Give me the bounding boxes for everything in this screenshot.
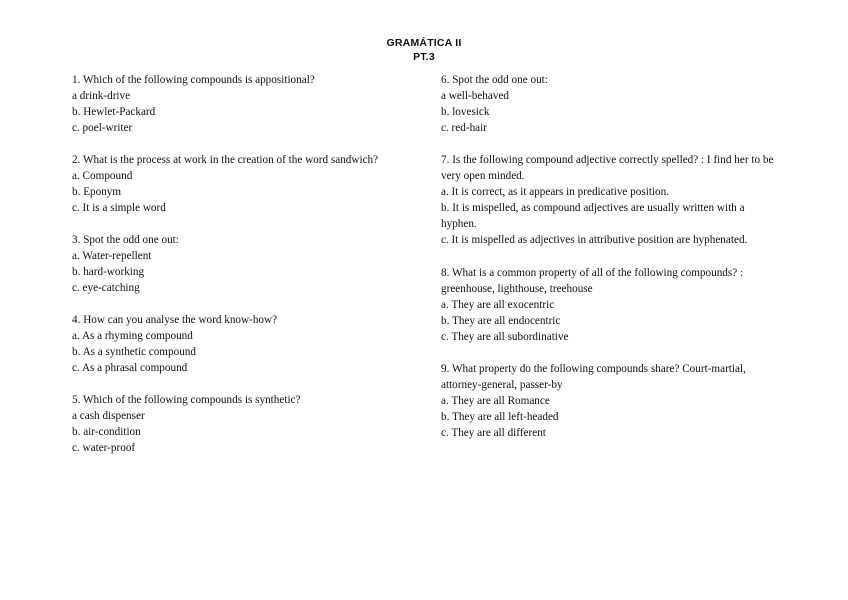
question-text: 1. Which of the following compounds is appositional? [72, 74, 315, 86]
option-c: c. eye-catching [72, 282, 140, 294]
option-c: c. water-proof [72, 442, 136, 454]
question-1 [72, 72, 424, 136]
option-c: c. poel-writer [72, 122, 133, 134]
question-3 [72, 232, 424, 296]
question-4 [72, 312, 424, 376]
question-8 [441, 265, 777, 345]
option-b: b. They are all endocentric [441, 315, 561, 327]
option-b: b. It is mispelled, as compound adjectives are usually written with a hyphen. [441, 202, 745, 230]
option-b: b. Hewlet-Packard [72, 106, 156, 118]
question-text: 2. What is the process at work in the creation of the word sandwich? [72, 154, 379, 166]
question-text: 3. Spot the odd one out: [72, 234, 179, 246]
page-title: GRAMÁTICA II [386, 37, 462, 49]
option-c: c. red-hair [441, 122, 487, 134]
page-subtitle: PT.3 [413, 51, 435, 63]
option-a: a well-behaved [441, 90, 510, 102]
question-text: 7. Is the following compound adjective correctly spelled? : I find her to be very open minded. [441, 154, 774, 182]
option-a: a drink-drive [72, 90, 131, 102]
question-7 [441, 152, 777, 248]
left-question-column [72, 72, 424, 472]
option-a: a. Water-repellent [72, 250, 152, 262]
right-question-column [441, 72, 777, 457]
question-9 [441, 361, 777, 441]
option-b: b. As a synthetic compound [72, 346, 196, 358]
option-c: c. It is mispelled as adjectives in attributive position are hyphenated. [441, 234, 748, 246]
question-2 [72, 152, 424, 216]
option-a: a. They are all exocentric [441, 299, 555, 311]
option-a: a cash dispenser [72, 410, 145, 422]
question-5 [72, 392, 424, 456]
option-a: a. As a rhyming compound [72, 330, 193, 342]
option-a: a. It is correct, as it appears in predicative position. [441, 186, 670, 198]
option-c: c. They are all different [441, 427, 546, 439]
option-b: b. hard-working [72, 266, 145, 278]
option-c: c. It is a simple word [72, 202, 166, 214]
question-text: 5. Which of the following compounds is synthetic? [72, 394, 301, 406]
option-c: c. As a phrasal compound [72, 362, 188, 374]
option-a: a. Compound [72, 170, 133, 182]
option-c: c. They are all subordinative [441, 331, 569, 343]
option-b: b. air-condition [72, 426, 141, 438]
option-b: b. They are all left-headed [441, 411, 559, 423]
option-b: b. Eponym [72, 186, 122, 198]
option-b: b. lovesick [441, 106, 490, 118]
question-text: 9. What property do the following compounds share? Court-martial, attorney-general, passer-by [441, 363, 746, 391]
question-6 [441, 72, 777, 136]
question-text: 6. Spot the odd one out: [441, 74, 548, 86]
question-text: 4. How can you analyse the word know-how? [72, 314, 278, 326]
option-a: a. They are all Romance [441, 395, 550, 407]
question-text: 8. What is a common property of all of the following compounds? : greenhouse, lighthouse, treehouse [441, 267, 744, 295]
